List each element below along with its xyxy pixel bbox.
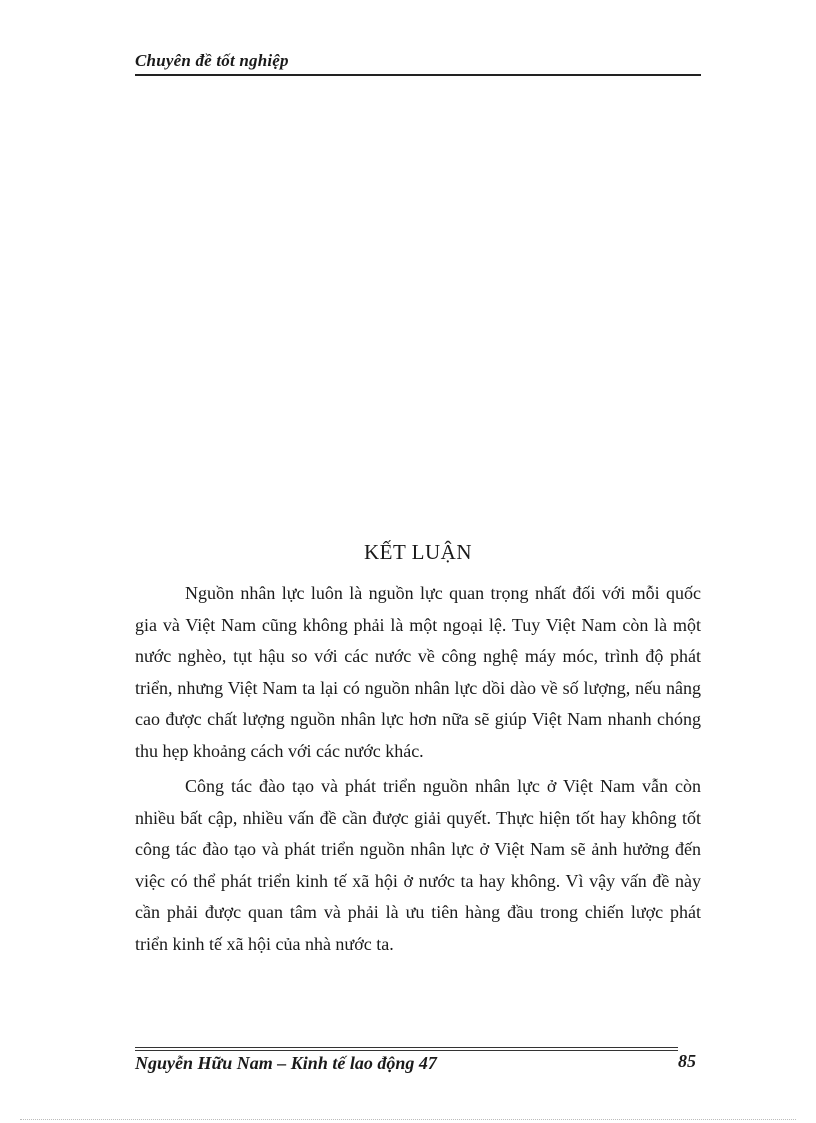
section-heading: KẾT LUẬN bbox=[363, 540, 472, 564]
body-text bbox=[135, 578, 701, 964]
footer-author: Nguyễn Hữu Nam – Kinh tế lao động 47 bbox=[135, 1053, 437, 1073]
page-header bbox=[135, 48, 701, 76]
paragraph-1: Nguồn nhân lực luôn là nguồn lực quan trọng nhất đối với mỗi quốc gia và Việt Nam cũng không phải là một ngoại lệ. Tuy Việt Nam còn là một nước nghèo, tụt hậu so với các nước về công nghệ máy móc, trình độ phát triển, nhưng Việt Nam ta lại có nguồn nhân lực dồi dào về số lượng, nếu nâng cao được chất lượng nguồn nhân lực hơn nữa sẽ giúp Việt Nam nhanh chóng thu hẹp khoảng cách với các nước khác. bbox=[135, 583, 701, 761]
page-edge-dotted-line bbox=[20, 1119, 796, 1120]
footer-divider-top bbox=[135, 1047, 678, 1048]
paragraph-2: Công tác đào tạo và phát triển nguồn nhân lực ở Việt Nam vẫn còn nhiều bất cập, nhiều vấn đề cần được giải quyết. Thực hiện tốt hay không tốt công tác đào tạo và phát triển nguồn nhân lực ở Việt Nam sẽ ảnh hưởng đến việc có thể phát triển kinh tế xã hội ở nước ta hay không. Vì vậy vấn đề này cần phải được quan tâm và phải là ưu tiên hàng đầu trong chiến lược phát triển kinh tế xã hội của nhà nước ta. bbox=[135, 776, 701, 954]
footer-divider-bottom bbox=[135, 1050, 678, 1051]
header-title: Chuyên đề tốt nghiệp bbox=[135, 51, 289, 70]
page-number: 85 bbox=[678, 1051, 696, 1071]
